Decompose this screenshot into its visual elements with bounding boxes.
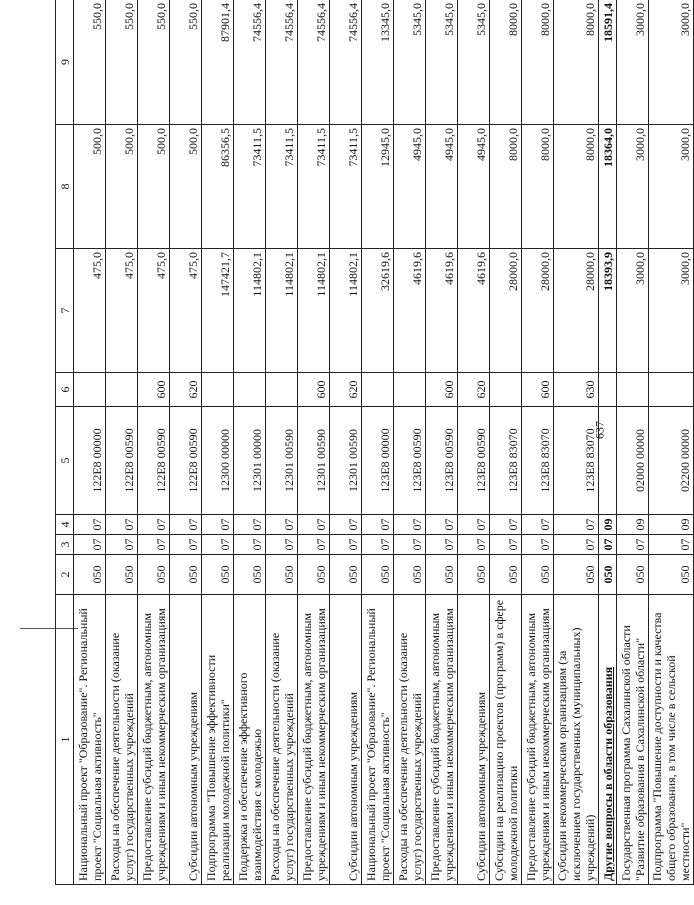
header-cell: 8 bbox=[56, 125, 74, 249]
table-row bbox=[330, 0, 362, 885]
table-row bbox=[522, 0, 554, 885]
expense-type-cell: 600 bbox=[522, 373, 554, 407]
subsection-code-cell: 07 bbox=[266, 515, 298, 535]
section-code-cell: 07 bbox=[202, 535, 234, 555]
expense-type-cell: 600 bbox=[138, 373, 170, 407]
amount-cell-col7: 475,0 bbox=[74, 249, 106, 373]
amount-cell-col8: 500,0 bbox=[74, 125, 106, 249]
target-article-cell bbox=[599, 407, 617, 515]
table-row bbox=[234, 0, 266, 885]
amount-cell-col9: 3000,0 bbox=[649, 0, 694, 125]
amount-cell-col9: 74556,4 bbox=[234, 0, 266, 125]
expense-type-cell bbox=[106, 373, 138, 407]
row-name-cell: Другие вопросы в области образования bbox=[599, 595, 617, 885]
amount-cell-col8: 4945,0 bbox=[458, 125, 490, 249]
table-row bbox=[394, 0, 426, 885]
table-row bbox=[170, 0, 202, 885]
target-article-cell: 123Е8 00590 bbox=[394, 407, 426, 515]
amount-cell-col8: 73411,5 bbox=[266, 125, 298, 249]
table-row bbox=[617, 0, 649, 885]
expense-type-cell bbox=[394, 373, 426, 407]
row-name-cell: Субсидии автономным учреждениям bbox=[458, 595, 490, 885]
expense-type-cell bbox=[617, 373, 649, 407]
amount-cell-col7: 4619,6 bbox=[426, 249, 458, 373]
amount-cell-col8: 8000,0 bbox=[490, 125, 522, 249]
row-name-cell: Субсидии автономным учреждениям bbox=[170, 595, 202, 885]
amount-cell-col9: 5345,0 bbox=[426, 0, 458, 125]
amount-cell-col8: 4945,0 bbox=[426, 125, 458, 249]
subsection-code-cell: 07 bbox=[458, 515, 490, 535]
subsection-code-cell: 07 bbox=[490, 515, 522, 535]
row-name-cell: Субсидии автономным учреждениям bbox=[330, 595, 362, 885]
page-number: 637 bbox=[592, 421, 607, 439]
row-name-cell: Предоставление субсидий бюджетным, автономным учреждениям и иным некоммерческим организациям bbox=[298, 595, 330, 885]
section-code-cell: 07 bbox=[554, 535, 599, 555]
subsection-code-cell: 07 bbox=[330, 515, 362, 535]
expense-type-cell: 630 bbox=[554, 373, 599, 407]
expense-type-cell bbox=[74, 373, 106, 407]
amount-cell-col9: 550,0 bbox=[170, 0, 202, 125]
amount-cell-col9: 74556,4 bbox=[330, 0, 362, 125]
amount-cell-col9: 8000,0 bbox=[522, 0, 554, 125]
expense-type-cell bbox=[362, 373, 394, 407]
ministry-code-cell: 050 bbox=[298, 555, 330, 595]
target-article-cell: 122Е8 00590 bbox=[138, 407, 170, 515]
amount-cell-col9: 87901,4 bbox=[202, 0, 234, 125]
amount-cell-col9: 74556,4 bbox=[266, 0, 298, 125]
section-code-cell: 07 bbox=[522, 535, 554, 555]
section-code-cell: 07 bbox=[74, 535, 106, 555]
target-article-cell: 122Е8 00590 bbox=[106, 407, 138, 515]
section-code-cell: 07 bbox=[458, 535, 490, 555]
subsection-code-cell: 07 bbox=[74, 515, 106, 535]
amount-cell-col9: 18591,4 bbox=[599, 0, 617, 125]
row-name-cell: Подпрограмма "Повышение эффективности реализации молодежной политики" bbox=[202, 595, 234, 885]
ministry-code-cell: 050 bbox=[394, 555, 426, 595]
section-code-cell: 07 bbox=[170, 535, 202, 555]
amount-cell-col8: 18364,0 bbox=[599, 125, 617, 249]
section-code-cell: 07 bbox=[234, 535, 266, 555]
amount-cell-col8: 500,0 bbox=[138, 125, 170, 249]
amount-cell-col8: 8000,0 bbox=[522, 125, 554, 249]
ministry-code-cell: 050 bbox=[617, 555, 649, 595]
section-code-cell: 07 bbox=[138, 535, 170, 555]
amount-cell-col9: 550,0 bbox=[74, 0, 106, 125]
table-row bbox=[649, 0, 694, 885]
amount-cell-col8: 73411,5 bbox=[234, 125, 266, 249]
target-article-cell: 122Е8 00000 bbox=[74, 407, 106, 515]
budget-table bbox=[55, 0, 694, 885]
subsection-code-cell: 07 bbox=[234, 515, 266, 535]
ministry-code-cell: 050 bbox=[74, 555, 106, 595]
amount-cell-col7: 475,0 bbox=[106, 249, 138, 373]
subsection-code-cell: 07 bbox=[394, 515, 426, 535]
section-code-cell: 07 bbox=[490, 535, 522, 555]
row-name-cell: Национальный проект "Образование". Региональный проект "Социальная активность" bbox=[362, 595, 394, 885]
amount-cell-col8: 3000,0 bbox=[617, 125, 649, 249]
section-code-cell: 07 bbox=[362, 535, 394, 555]
table-row bbox=[298, 0, 330, 885]
row-name-cell: Субсидии на реализацию проектов (программ) в сфере молодежной политики bbox=[490, 595, 522, 885]
amount-cell-col8: 73411,5 bbox=[330, 125, 362, 249]
section-code-cell: 07 bbox=[266, 535, 298, 555]
table-row bbox=[362, 0, 394, 885]
header-cell: 2 bbox=[56, 555, 74, 595]
row-name-cell: Расходы на обеспечение деятельности (оказание услуг) государственных учреждений bbox=[394, 595, 426, 885]
row-name-cell: Расходы на обеспечение деятельности (оказание услуг) государственных учреждений bbox=[106, 595, 138, 885]
section-code-cell: 07 bbox=[617, 535, 649, 555]
amount-cell-col7: 114802,1 bbox=[266, 249, 298, 373]
header-cell: 3 bbox=[56, 535, 74, 555]
amount-cell-col9: 550,0 bbox=[106, 0, 138, 125]
amount-cell-col7: 4619,6 bbox=[458, 249, 490, 373]
amount-cell-col8: 4945,0 bbox=[394, 125, 426, 249]
header-row bbox=[56, 0, 74, 885]
amount-cell-col9: 8000,0 bbox=[554, 0, 599, 125]
amount-cell-col9: 3000,0 bbox=[617, 0, 649, 125]
header-cell: 4 bbox=[56, 515, 74, 535]
expense-type-cell: 600 bbox=[298, 373, 330, 407]
section-code-cell: 07 bbox=[649, 535, 694, 555]
row-name-cell: Субсидии некоммерческим организациям (за исключением государственных (муниципальных) учреждений) bbox=[554, 595, 599, 885]
subsection-code-cell: 07 bbox=[426, 515, 458, 535]
table-row bbox=[202, 0, 234, 885]
amount-cell-col7: 475,0 bbox=[138, 249, 170, 373]
ministry-code-cell: 050 bbox=[330, 555, 362, 595]
section-code-cell: 07 bbox=[106, 535, 138, 555]
row-name-cell: Поддержка и обеспечение эффективного взаимодействия с молодежью bbox=[234, 595, 266, 885]
ministry-code-cell: 050 bbox=[649, 555, 694, 595]
subsection-code-cell: 07 bbox=[362, 515, 394, 535]
target-article-cell: 122Е8 00590 bbox=[170, 407, 202, 515]
ministry-code-cell: 050 bbox=[554, 555, 599, 595]
amount-cell-col7: 18393,9 bbox=[599, 249, 617, 373]
amount-cell-col8: 500,0 bbox=[170, 125, 202, 249]
target-article-cell: 123Е8 00000 bbox=[362, 407, 394, 515]
ministry-code-cell: 050 bbox=[106, 555, 138, 595]
table-row bbox=[458, 0, 490, 885]
amount-cell-col8: 73411,5 bbox=[298, 125, 330, 249]
table-body bbox=[56, 0, 694, 885]
ministry-code-cell: 050 bbox=[138, 555, 170, 595]
amount-cell-col7: 4619,6 bbox=[394, 249, 426, 373]
target-article-cell: 12301 00590 bbox=[330, 407, 362, 515]
expense-type-cell bbox=[490, 373, 522, 407]
subsection-code-cell: 07 bbox=[554, 515, 599, 535]
section-code-cell: 07 bbox=[394, 535, 426, 555]
subsection-code-cell: 09 bbox=[649, 515, 694, 535]
amount-cell-col9: 5345,0 bbox=[394, 0, 426, 125]
target-article-cell: 12300 00000 bbox=[202, 407, 234, 515]
amount-cell-col8: 3000,0 bbox=[649, 125, 694, 249]
amount-cell-col7: 28000,0 bbox=[522, 249, 554, 373]
amount-cell-col7: 3000,0 bbox=[617, 249, 649, 373]
amount-cell-col7: 3000,0 bbox=[649, 249, 694, 373]
row-name-cell: Предоставление субсидий бюджетным, автономным учреждениям и иным некоммерческим организациям bbox=[138, 595, 170, 885]
row-name-cell: Предоставление субсидий бюджетным, автономным учреждениям и иным некоммерческим организациям bbox=[426, 595, 458, 885]
target-article-cell: 02200 00000 bbox=[649, 407, 694, 515]
expense-type-cell bbox=[266, 373, 298, 407]
section-code-cell: 07 bbox=[330, 535, 362, 555]
section-code-cell: 07 bbox=[599, 535, 617, 555]
amount-cell-col8: 8000,0 bbox=[554, 125, 599, 249]
ministry-code-cell: 050 bbox=[170, 555, 202, 595]
target-article-cell: 123Е8 83070 bbox=[522, 407, 554, 515]
target-article-cell: 123Е8 83070 bbox=[554, 407, 599, 515]
expense-type-cell bbox=[599, 373, 617, 407]
ministry-code-cell: 050 bbox=[599, 555, 617, 595]
amount-cell-col7: 114802,1 bbox=[298, 249, 330, 373]
amount-cell-col7: 114802,1 bbox=[330, 249, 362, 373]
subsection-code-cell: 07 bbox=[202, 515, 234, 535]
table-row bbox=[266, 0, 298, 885]
amount-cell-col7: 28000,0 bbox=[490, 249, 522, 373]
ministry-code-cell: 050 bbox=[234, 555, 266, 595]
row-name-cell: Расходы на обеспечение деятельности (оказание услуг) государственных учреждений bbox=[266, 595, 298, 885]
table-row bbox=[426, 0, 458, 885]
header-cell: 5 bbox=[56, 407, 74, 515]
row-name-cell: Предоставление субсидий бюджетным, автономным учреждениям и иным некоммерческим организациям bbox=[522, 595, 554, 885]
amount-cell-col9: 5345,0 bbox=[458, 0, 490, 125]
row-name-cell: Государственная программа Сахалинской области "Развитие образования в Сахалинской области" bbox=[617, 595, 649, 885]
ministry-code-cell: 050 bbox=[490, 555, 522, 595]
amount-cell-col8: 12945,0 bbox=[362, 125, 394, 249]
amount-cell-col9: 13345,0 bbox=[362, 0, 394, 125]
ministry-code-cell: 050 bbox=[522, 555, 554, 595]
subsection-code-cell: 07 bbox=[106, 515, 138, 535]
subsection-code-cell: 07 bbox=[170, 515, 202, 535]
expense-type-cell: 620 bbox=[330, 373, 362, 407]
subsection-code-cell: 09 bbox=[599, 515, 617, 535]
table-row bbox=[554, 0, 599, 885]
target-article-cell: 12301 00590 bbox=[266, 407, 298, 515]
ministry-code-cell: 050 bbox=[426, 555, 458, 595]
table-row bbox=[106, 0, 138, 885]
ministry-code-cell: 050 bbox=[458, 555, 490, 595]
header-cell: 6 bbox=[56, 373, 74, 407]
amount-cell-col7: 114802,1 bbox=[234, 249, 266, 373]
amount-cell-col7: 32619,6 bbox=[362, 249, 394, 373]
amount-cell-col9: 8000,0 bbox=[490, 0, 522, 125]
row-name-cell: Подпрограмма "Повышение доступности и качества общего образования, в том числе в сельской местности" bbox=[649, 595, 694, 885]
expense-type-cell: 620 bbox=[170, 373, 202, 407]
header-cell: 7 bbox=[56, 249, 74, 373]
expense-type-cell: 620 bbox=[458, 373, 490, 407]
target-article-cell: 123Е8 83070 bbox=[490, 407, 522, 515]
subsection-code-cell: 09 bbox=[617, 515, 649, 535]
amount-cell-col9: 550,0 bbox=[138, 0, 170, 125]
ministry-code-cell: 050 bbox=[266, 555, 298, 595]
expense-type-cell bbox=[234, 373, 266, 407]
amount-cell-col9: 74556,4 bbox=[298, 0, 330, 125]
expense-type-cell: 600 bbox=[426, 373, 458, 407]
section-code-cell: 07 bbox=[426, 535, 458, 555]
expense-type-cell bbox=[649, 373, 694, 407]
target-article-cell: 123Е8 00590 bbox=[458, 407, 490, 515]
row-name-cell: Национальный проект "Образование". Региональный проект "Социальная активность" bbox=[74, 595, 106, 885]
subsection-code-cell: 07 bbox=[138, 515, 170, 535]
ministry-code-cell: 050 bbox=[202, 555, 234, 595]
amount-cell-col8: 500,0 bbox=[106, 125, 138, 249]
subsection-code-cell: 07 bbox=[522, 515, 554, 535]
table-row bbox=[599, 0, 617, 885]
amount-cell-col7: 28000,0 bbox=[554, 249, 599, 373]
subsection-code-cell: 07 bbox=[298, 515, 330, 535]
header-cell: 1 bbox=[56, 595, 74, 885]
target-article-cell: 123Е8 00590 bbox=[426, 407, 458, 515]
target-article-cell: 12301 00000 bbox=[234, 407, 266, 515]
amount-cell-col7: 475,0 bbox=[170, 249, 202, 373]
section-code-cell: 07 bbox=[298, 535, 330, 555]
amount-cell-col8: 86356,5 bbox=[202, 125, 234, 249]
target-article-cell: 12301 00590 bbox=[298, 407, 330, 515]
ministry-code-cell: 050 bbox=[362, 555, 394, 595]
amount-cell-col7: 147421,7 bbox=[202, 249, 234, 373]
header-cell: 9 bbox=[56, 0, 74, 125]
table-row bbox=[74, 0, 106, 885]
table-row bbox=[490, 0, 522, 885]
table-row bbox=[138, 0, 170, 885]
expense-type-cell bbox=[202, 373, 234, 407]
target-article-cell: 02000 00000 bbox=[617, 407, 649, 515]
